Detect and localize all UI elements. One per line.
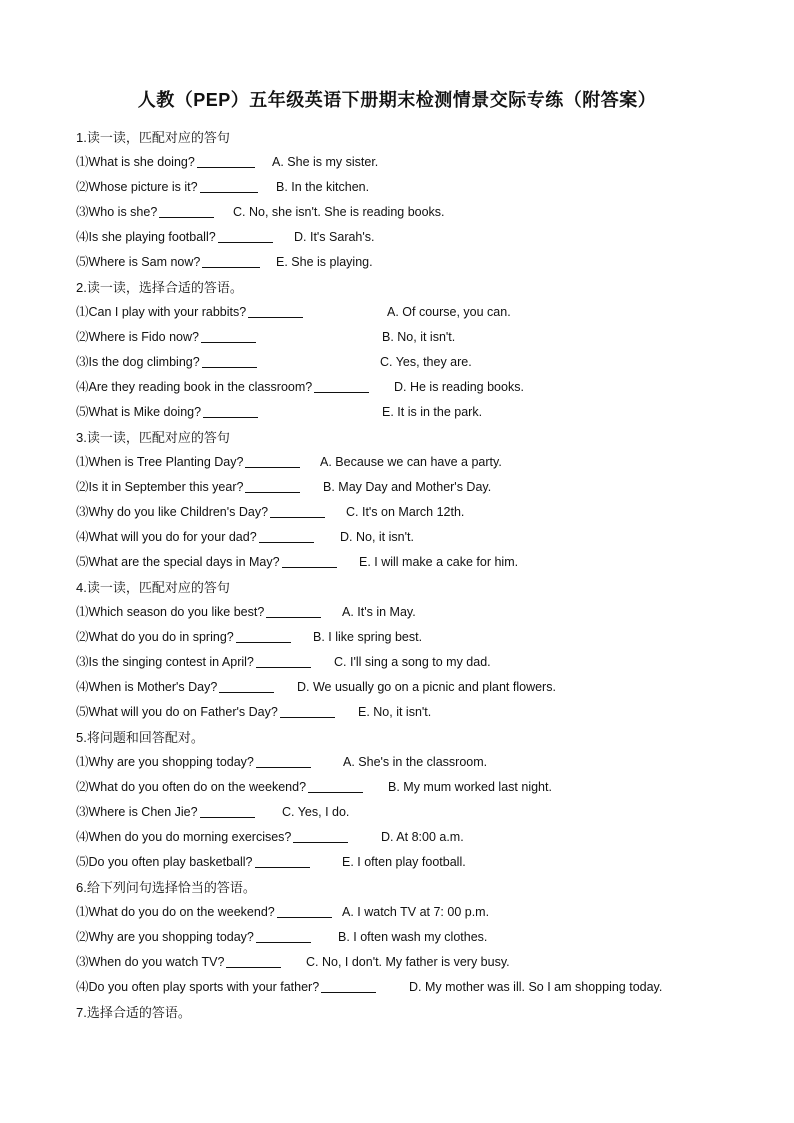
question-row [76, 625, 776, 650]
question-label: ⑸What are the special days in May? [76, 555, 280, 569]
question-text [76, 675, 274, 700]
question-label: ⑸Where is Sam now? [76, 255, 201, 269]
question-label: ⑴What is she doing? [76, 155, 195, 169]
answer-option: A. She is my sister. [272, 155, 379, 169]
question-row [76, 750, 776, 775]
question-label: ⑶Why do you like Children's Day? [76, 505, 269, 519]
answer-blank[interactable] [308, 778, 363, 793]
question-label: ⑷Do you often play sports with your father? [76, 980, 320, 994]
section-heading: 4.读一读，匹配对应的答句 [76, 580, 230, 595]
question-label: ⑷When is Mother's Day? [76, 680, 218, 694]
question-text [76, 250, 260, 275]
question-text [76, 525, 314, 550]
question-row [76, 775, 776, 800]
question-row [76, 250, 776, 275]
question-label: ⑶When do you watch TV? [76, 955, 225, 969]
question-text [76, 825, 348, 850]
answer-blank[interactable] [259, 528, 314, 543]
answer-blank[interactable] [248, 303, 303, 318]
question-text [76, 225, 273, 250]
question-text [76, 775, 363, 800]
question-label: ⑴Can I play with your rabbits? [76, 305, 247, 319]
question-text [76, 600, 321, 625]
answer-blank[interactable] [245, 453, 300, 468]
question-text [76, 450, 300, 475]
question-label: ⑴Which season do you like best? [76, 605, 265, 619]
question-label: ⑴Why are you shopping today? [76, 755, 254, 769]
question-row [76, 675, 776, 700]
question-label: ⑵Is it in September this year? [76, 480, 244, 494]
question-row [76, 375, 776, 400]
question-label: ⑵What do you do in spring? [76, 630, 234, 644]
section-heading: 3.读一读，匹配对应的答句 [76, 430, 230, 445]
question-text [76, 200, 214, 225]
answer-option: B. I often wash my clothes. [338, 930, 488, 944]
answer-blank[interactable] [256, 653, 311, 668]
question-text [76, 375, 369, 400]
question-text [76, 700, 335, 725]
answer-option: E. It is in the park. [382, 405, 483, 419]
answer-blank[interactable] [202, 353, 257, 368]
answer-option: B. No, it isn't. [382, 330, 456, 344]
question-label: ⑷What will you do for your dad? [76, 530, 257, 544]
answer-option: D. No, it isn't. [340, 530, 414, 544]
answer-blank[interactable] [197, 153, 255, 168]
question-label: ⑵Where is Fido now? [76, 330, 199, 344]
exercise-section [76, 575, 776, 725]
question-label: ⑴When is Tree Planting Day? [76, 455, 244, 469]
exercise-section [76, 875, 776, 1000]
question-row [76, 500, 776, 525]
answer-option: A. Because we can have a party. [320, 455, 502, 469]
answer-blank[interactable] [159, 203, 214, 218]
question-row [76, 800, 776, 825]
question-row [76, 825, 776, 850]
question-row [76, 450, 776, 475]
question-label: ⑸Do you often play basketball? [76, 855, 253, 869]
answer-blank[interactable] [200, 803, 255, 818]
question-row [76, 850, 776, 875]
question-label: ⑵What do you often do on the weekend? [76, 780, 307, 794]
answer-option: D. At 8:00 a.m. [381, 830, 464, 844]
question-text [76, 975, 376, 1000]
question-text [76, 150, 255, 175]
section-heading: 6.给下列问句选择恰当的答语。 [76, 880, 256, 895]
question-text [76, 800, 255, 825]
exercise-section [76, 425, 776, 575]
answer-option: B. I like spring best. [313, 630, 423, 644]
question-row [76, 400, 776, 425]
section-heading: 2.读一读，选择合适的答语。 [76, 280, 243, 295]
question-row [76, 900, 776, 925]
answer-blank[interactable] [321, 978, 376, 993]
answer-blank[interactable] [293, 828, 348, 843]
answer-blank[interactable] [203, 403, 258, 418]
answer-blank[interactable] [219, 678, 274, 693]
question-label: ⑸What will you do on Father's Day? [76, 705, 278, 719]
answer-option: B. May Day and Mother's Day. [323, 480, 492, 494]
question-text [76, 400, 258, 425]
question-text [76, 625, 291, 650]
answer-option: C. No, she isn't. She is reading books. [233, 205, 445, 219]
question-row [76, 700, 776, 725]
section-heading: 5.将问题和回答配对。 [76, 730, 204, 745]
question-row [76, 200, 776, 225]
question-label: ⑶Who is she? [76, 205, 158, 219]
answer-blank[interactable] [314, 378, 369, 393]
question-row [76, 975, 776, 1000]
answer-blank[interactable] [201, 328, 256, 343]
answer-option: C. Yes, they are. [380, 355, 472, 369]
page-title: 人教（PEP）五年级英语下册期末检测情景交际专练（附答案） [137, 90, 657, 110]
question-label: ⑶Where is Chen Jie? [76, 805, 198, 819]
question-text [76, 900, 332, 925]
answer-blank[interactable] [255, 853, 310, 868]
question-label: ⑴What do you do on the weekend? [76, 905, 275, 919]
question-row [76, 225, 776, 250]
question-label: ⑶Is the singing contest in April? [76, 655, 254, 669]
answer-option: E. She is playing. [276, 255, 373, 269]
question-row [76, 925, 776, 950]
question-row [76, 175, 776, 200]
answer-blank[interactable] [200, 178, 258, 193]
question-row [76, 150, 776, 175]
answer-option: D. My mother was ill. So I am shopping today. [409, 980, 663, 994]
section-heading: 1.读一读，匹配对应的答句 [76, 130, 230, 145]
answer-blank[interactable] [282, 553, 337, 568]
question-label: ⑵Whose picture is it? [76, 180, 198, 194]
exercise-section [76, 275, 776, 425]
question-label: ⑵Why are you shopping today? [76, 930, 254, 944]
question-text [76, 350, 257, 375]
exercise-section [76, 1000, 776, 1025]
answer-blank[interactable] [266, 603, 321, 618]
answer-option: D. It's Sarah's. [294, 230, 375, 244]
question-label: ⑶Is the dog climbing? [76, 355, 200, 369]
answer-option: E. I will make a cake for him. [359, 555, 519, 569]
question-text [76, 550, 337, 575]
answer-option: C. I'll sing a song to my dad. [334, 655, 491, 669]
question-text [76, 925, 311, 950]
answer-option: C. It's on March 12th. [346, 505, 465, 519]
question-row [76, 550, 776, 575]
answer-blank[interactable] [256, 753, 311, 768]
question-label: ⑸What is Mike doing? [76, 405, 202, 419]
answer-blank[interactable] [202, 253, 260, 268]
answer-option: E. No, it isn't. [358, 705, 432, 719]
answer-blank[interactable] [245, 478, 300, 493]
question-row [76, 950, 776, 975]
question-text [76, 850, 310, 875]
question-text [76, 175, 258, 200]
question-text [76, 950, 281, 975]
question-row [76, 350, 776, 375]
answer-blank[interactable] [280, 703, 335, 718]
answer-option: B. In the kitchen. [276, 180, 370, 194]
answer-option: E. I often play football. [342, 855, 466, 869]
answer-blank[interactable] [270, 503, 325, 518]
answer-blank[interactable] [236, 628, 291, 643]
answer-option: A. Of course, you can. [387, 305, 511, 319]
answer-option: D. We usually go on a picnic and plant flowers. [297, 680, 556, 694]
answer-option: B. My mum worked last night. [388, 780, 552, 794]
question-text [76, 500, 325, 525]
question-text [76, 750, 311, 775]
question-row [76, 650, 776, 675]
question-row [76, 300, 776, 325]
question-text [76, 325, 256, 350]
exercise-section [76, 725, 776, 875]
question-label: ⑷When do you do morning exercises? [76, 830, 292, 844]
answer-option: C. Yes, I do. [282, 805, 350, 819]
question-label: ⑷Are they reading book in the classroom? [76, 380, 313, 394]
question-row [76, 525, 776, 550]
answer-option: C. No, I don't. My father is very busy. [306, 955, 510, 969]
question-row [76, 325, 776, 350]
question-text [76, 650, 311, 675]
answer-option: A. She's in the classroom. [343, 755, 488, 769]
answer-blank[interactable] [226, 953, 281, 968]
exercise-section [76, 125, 776, 275]
question-text [76, 300, 303, 325]
answer-blank[interactable] [256, 928, 311, 943]
answer-blank[interactable] [277, 903, 332, 918]
answer-option: D. He is reading books. [394, 380, 524, 394]
question-text [76, 475, 300, 500]
question-row [76, 600, 776, 625]
answer-blank[interactable] [218, 228, 273, 243]
question-row [76, 475, 776, 500]
section-heading: 7.选择合适的答语。 [76, 1005, 191, 1020]
answer-option: A. I watch TV at 7: 00 p.m. [342, 905, 490, 919]
answer-option: A. It's in May. [342, 605, 416, 619]
question-label: ⑷Is she playing football? [76, 230, 216, 244]
